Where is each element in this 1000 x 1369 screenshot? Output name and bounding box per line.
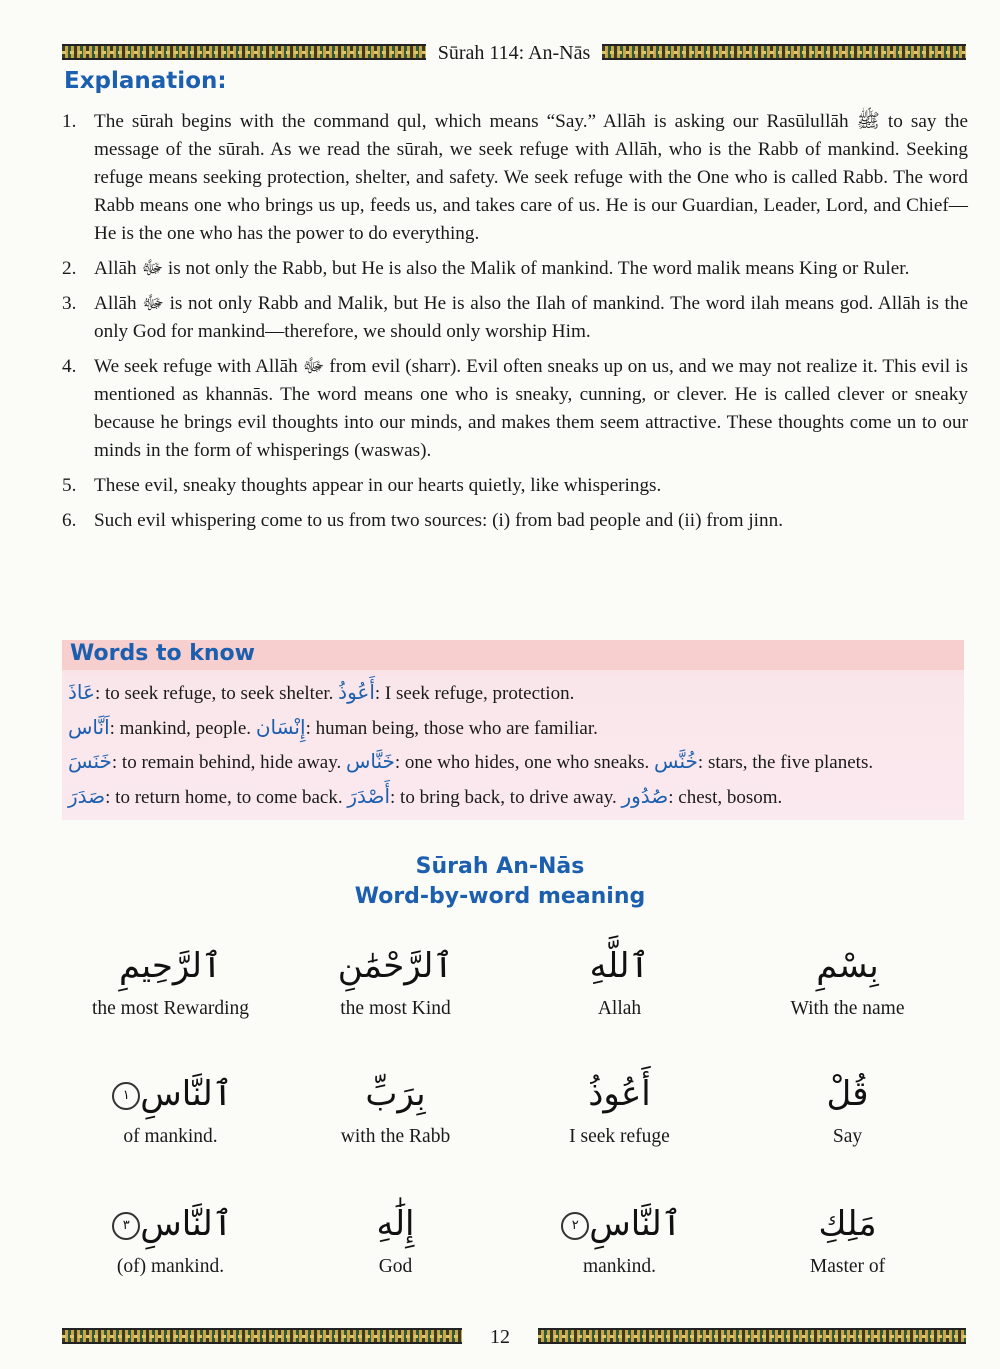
ayah-number-marker: ٢ [561,1212,589,1240]
explanation-item: 4. We seek refuge with Allāh ﷻ from evil (sharr). Evil often sneaks up on us, and we may not realize it. This evil is mentioned as khannās. The word means one who is sneaky, cunning, or clever. He is called clever or sneaky because he brings evil thoughts into our minds, and makes them seem attractive. These thoughts come un to our minds in the form of whisperings (waswas). [62,356,968,461]
wbw-cell: ٱلنَّاسِ٣ (of) mankind. [58,1196,283,1278]
surah-subtitle: Word-by-word meaning [354,884,646,909]
words-to-know-list [68,676,968,814]
wbw-cell: مَلِكِ Master of [809,1204,886,1277]
running-header-title: Sūrah 114: An-Nās [437,42,591,64]
explanation-item: 5. These evil, sneaky thoughts appear in our hearts quietly, like whisperings. [62,475,662,496]
wbw-cell: بِسْمِ With the name [790,946,905,1019]
vocab-line: خَنَسَ: to remain behind, hide away. خَنَّاس: one who hides, one who sneaks. خُنَّس: stars, the five planets. [68,749,874,773]
wbw-cell: ٱلرَّحِيمِ the most Rewarding [91,946,250,1019]
vocab-line: صَدَرَ: to return home, to come back. أَصْدَرَ: to bring back, to drive away. صُدُور: chest, bosom. [68,783,783,808]
footer-ornament-left [62,1328,462,1344]
wbw-cell: ٱللَّهِ Allah [589,946,650,1019]
header-ornament-left [62,44,426,60]
explanation-item: 3. Allāh ﷻ is not only Rabb and Malik, but He is also the Ilah of mankind. The word ilah means god. Allāh is the only God for mankind—therefore, we should only worship Him. [62,293,968,342]
vocab-line: عَاذَ: to seek refuge, to seek shelter. أَعُوذُ: I seek refuge, protection. [68,680,575,704]
page-number: 12 [490,1326,510,1348]
ayah-number-marker: ٣ [112,1212,140,1240]
wbw-cell: ٱلرَّحْمَٰنِ the most Kind [337,946,454,1019]
header-ornament-right [602,44,966,60]
wbw-cell: بِرَبِّ with the Rabb [340,1074,451,1147]
words-to-know-heading: Words to know [70,641,255,666]
explanation-list [62,108,968,542]
wbw-cell: قُلْ Say [826,1074,869,1147]
vocab-line: اَنَّاس: mankind, people. إِنْسَان: human being, those who are familiar. [68,714,598,739]
surah-title: Sūrah An-Nās [415,854,585,879]
explanation-item: 2. Allāh ﷻ is not only the Rabb, but He is also the Malik of mankind. The word malik means King or Ruler. [62,258,910,279]
wbw-cell: ٱلنَّاسِ١ of mankind. [58,1066,283,1148]
explanation-heading: Explanation: [64,68,227,94]
ayah-number-marker: ١ [112,1082,140,1110]
footer-ornament-right [538,1328,966,1344]
wbw-cell: إِلَٰهِ God [376,1204,415,1277]
wbw-cell: ٱلنَّاسِ٢ mankind. [507,1196,732,1278]
explanation-item: 6. Such evil whispering come to us from two sources: (i) from bad people and (ii) from jinn. [62,510,783,531]
explanation-item: 1. The sūrah begins with the command qul, which means “Say.” Allāh is asking our Rasūlullāh ﷺ to say the message of the sūrah. As we read the sūrah, we seek refuge with Allāh, who is the Rabb of mankind. Seeking refuge means seeking protection, shelter, and safety. We seek refuge with the One who is called Rabb. The word Rabb means one who brings us up, feeds us, and takes care of us. He is our Guardian, Leader, Lord, and Chief—He is the one who has the power to do everything. [62,111,968,244]
wbw-cell: أَعُوذُ I seek refuge [569,1074,670,1147]
